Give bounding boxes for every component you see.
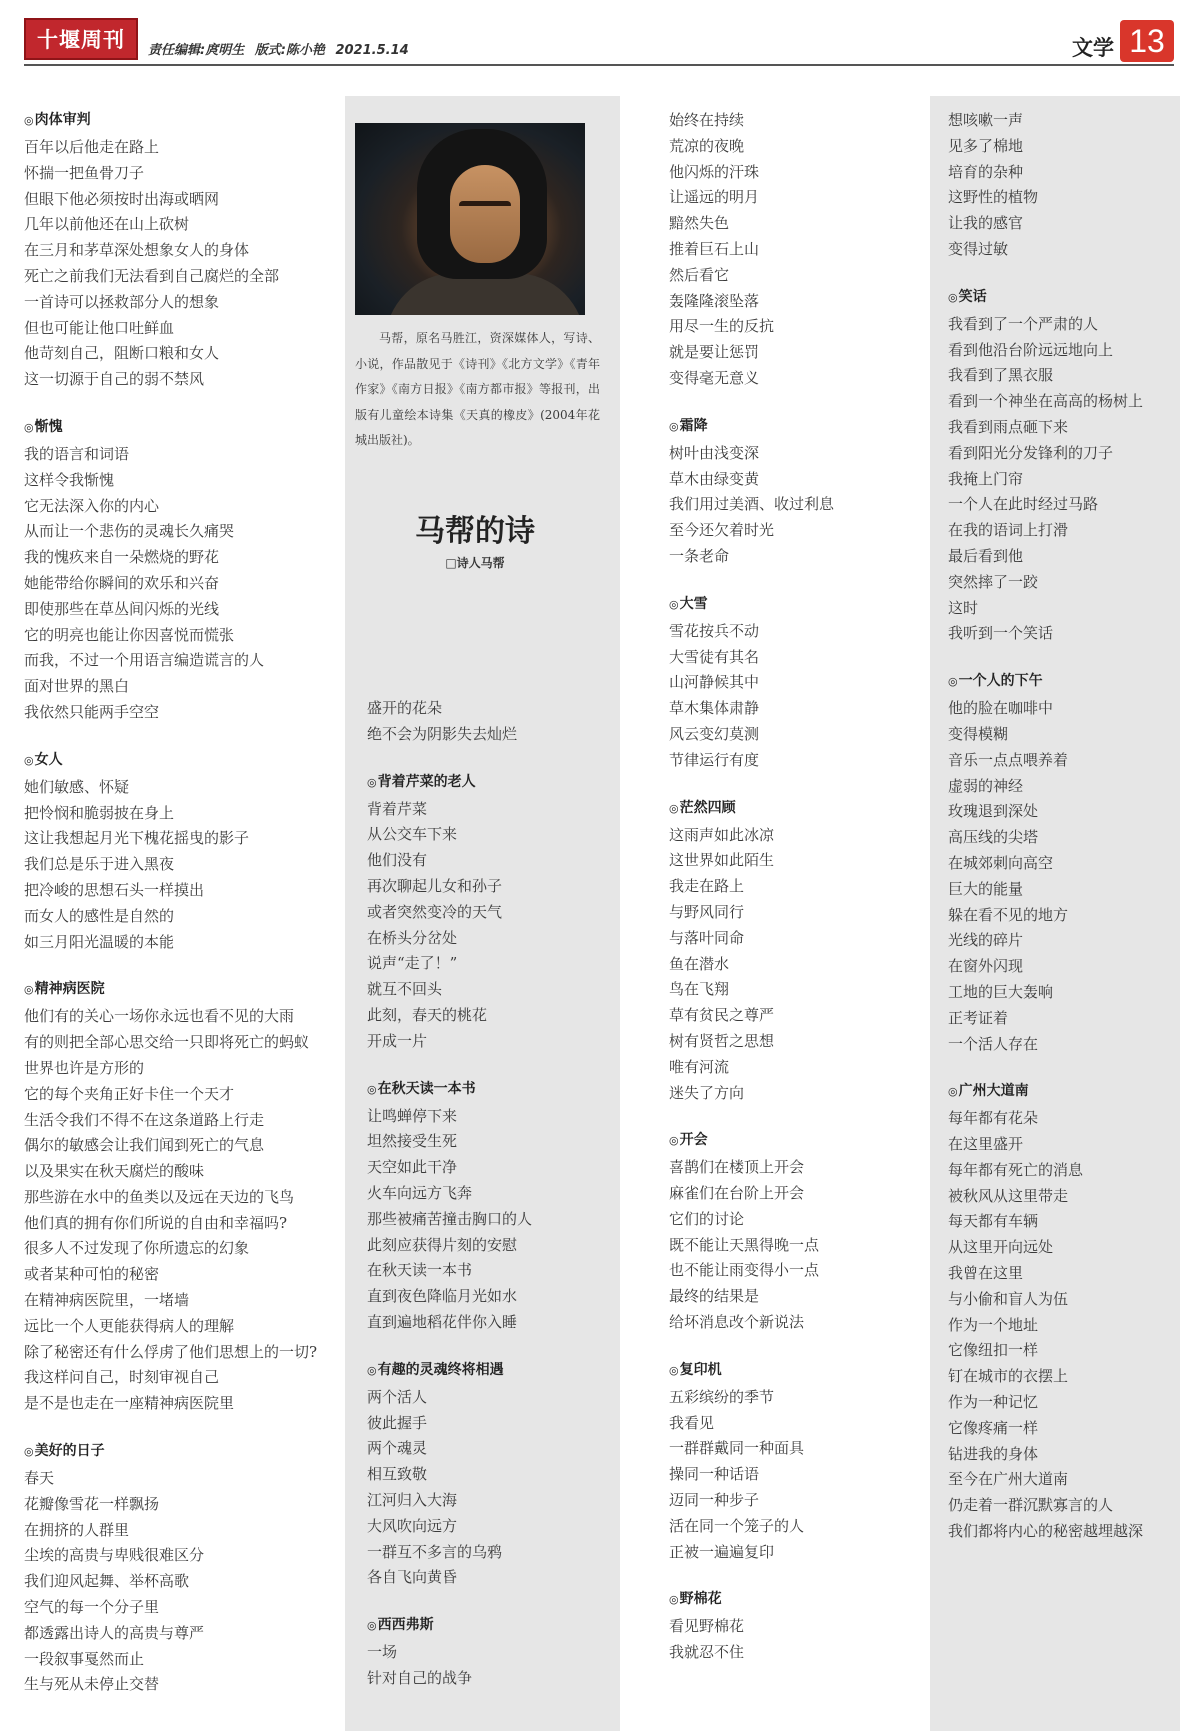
poem-line: 我们都将内心的秘密越埋越深 <box>948 1522 1144 1541</box>
poem-line: 躲在看不见的地方 <box>948 905 1069 924</box>
poem-line: 草木集体肃静 <box>669 699 760 718</box>
poem <box>24 417 334 726</box>
poem-line: 高压线的尖塔 <box>948 828 1039 847</box>
poem-line: 把怜悯和脆弱披在身上 <box>24 803 175 822</box>
poem-line: 在城郊刺向高空 <box>948 853 1054 872</box>
poem-line: 让鸣蝉停下来 <box>367 1106 458 1125</box>
poem-line: 他闪烁的汗珠 <box>669 162 760 181</box>
poem-line: 盛开的花朵 <box>367 699 443 717</box>
poem-title-text: 广州大道南 <box>958 1083 1029 1100</box>
poem-line: 也不能让雨变得小一点 <box>669 1261 820 1280</box>
column-2 <box>345 96 620 1731</box>
poem-line: 想咳嗽一声 <box>948 111 1024 129</box>
poem <box>24 750 334 956</box>
poem-title <box>948 1081 1143 1102</box>
poem-line: 火车向远方飞奔 <box>367 1183 473 1202</box>
poem-line: 变得模糊 <box>948 724 1009 743</box>
poem-line: 或者突然变冷的天气 <box>367 902 503 921</box>
poem-line: 除了秘密还有什么俘虏了他们思想上的一切? <box>24 1342 318 1361</box>
poem-line: 我走在路上 <box>669 877 745 896</box>
poem-line: 两个活人 <box>367 1387 428 1406</box>
poem-line: 如三月阳光温暖的本能 <box>24 932 175 951</box>
poem-line: 虚弱的神经 <box>948 776 1024 795</box>
poem-line: 针对自己的战争 <box>367 1668 473 1687</box>
poem-line: 仍走着一群沉默寡言的人 <box>948 1496 1114 1515</box>
poem-title <box>948 287 1143 308</box>
poem-line: 至今还欠着时光 <box>669 521 775 540</box>
poem-line: 与野风同行 <box>669 902 745 921</box>
poem-list <box>948 108 1143 1569</box>
poem <box>24 1441 334 1698</box>
poem-line: 活在同一个笼子的人 <box>669 1516 805 1535</box>
poem-title-text: 茫然四顾 <box>679 799 736 816</box>
poem-title-text: 有趣的灵魂终将相遇 <box>377 1361 504 1378</box>
poem-line: 风云变幻莫测 <box>669 724 760 743</box>
poem-line: 一个人在此时经过马路 <box>948 495 1099 514</box>
poem <box>24 110 334 393</box>
poem-line: 在秋天读一本书 <box>367 1261 473 1280</box>
poem-line: 这时 <box>948 598 979 617</box>
poem-line: 一个活人存在 <box>948 1034 1039 1053</box>
title-mark-icon: ◎ <box>367 1363 377 1377</box>
title-mark-icon: ◎ <box>948 675 958 689</box>
poem-list <box>367 696 532 1716</box>
poem-line: 几年以前他还在山上砍树 <box>24 215 190 234</box>
poem-title-text: 背着芹菜的老人 <box>377 773 476 790</box>
poem-line: 这野性的植物 <box>948 188 1039 207</box>
poem-line: 五彩缤纷的季节 <box>669 1387 775 1406</box>
poem-line: 一条老命 <box>669 546 730 565</box>
poem-line: 在精神病医院里，一堵墙 <box>24 1291 190 1310</box>
poem-title-text: 西西弗斯 <box>377 1617 434 1634</box>
poem-line: 世界也许是方形的 <box>24 1058 145 1077</box>
poem-title-text: 野棉花 <box>679 1591 722 1608</box>
poem-line: 它像疼痛一样 <box>948 1418 1039 1437</box>
poem-line: 天空如此干净 <box>367 1158 458 1177</box>
poem-line: 既不能让天黑得晚一点 <box>669 1235 820 1254</box>
poem-line: 它无法深入你的内心 <box>24 496 160 515</box>
poem-line: 而我，不过一个用语言编造谎言的人 <box>24 651 265 670</box>
poem-title <box>669 594 834 615</box>
poem-line: 每年都有死亡的消息 <box>948 1160 1084 1179</box>
poem-line: 每年都有花朵 <box>948 1109 1039 1128</box>
poem-line: 此刻，春天的桃花 <box>367 1005 488 1024</box>
poem-line: 很多人不过发现了你所遗忘的幻象 <box>24 1239 250 1258</box>
poem-line: 玫瑰退到深处 <box>948 802 1039 821</box>
title-mark-icon: ◎ <box>669 419 679 433</box>
poem-line: 就是要让惩罚 <box>669 343 760 362</box>
poem-line: 黯然失色 <box>669 214 730 233</box>
title-mark-icon: ◎ <box>669 1134 679 1148</box>
poem <box>367 772 532 1055</box>
poem-title-text: 一个人的下午 <box>958 673 1043 690</box>
poem <box>367 696 532 748</box>
poem-line: 巨大的能量 <box>948 879 1024 898</box>
poem-line: 各自飞向黄昏 <box>367 1568 458 1587</box>
poem-line: 背着芹菜 <box>367 799 428 818</box>
poem-line: 我曾在这里 <box>948 1264 1024 1283</box>
poem-line: 说声“走了！” <box>367 954 458 973</box>
poem-line: 喜鹊们在楼顶上开会 <box>669 1158 805 1177</box>
title-mark-icon: ◎ <box>669 597 679 611</box>
poem-line: 生活令我们不得不在这条道路上行走 <box>24 1110 265 1129</box>
poem-line: 远比一个人更能获得病人的理解 <box>24 1316 235 1335</box>
poem-line: 她能带给你瞬间的欢乐和兴奋 <box>24 573 220 592</box>
poem-line: 他们真的拥有你们所说的自由和幸福吗? <box>24 1213 288 1232</box>
poem-line: 光线的碎片 <box>948 931 1024 950</box>
poem-line: 死亡之前我们无法看到自己腐烂的全部 <box>24 266 280 285</box>
poem-line: 钻进我的身体 <box>948 1444 1039 1463</box>
poem-line: 坦然接受生死 <box>367 1132 458 1151</box>
poem-line: 尘埃的高贵与卑贱很难区分 <box>24 1546 205 1565</box>
poem-line: 鸟在飞翔 <box>669 980 730 999</box>
poem-title <box>24 110 334 131</box>
poem-line: 工地的巨大轰响 <box>948 982 1054 1001</box>
poem-line: 从这里开向远处 <box>948 1238 1054 1257</box>
poem-title-text: 肉体审判 <box>34 112 91 128</box>
poem-line: 与小偷和盲人为伍 <box>948 1289 1069 1308</box>
poem <box>24 979 334 1417</box>
poem-line: 大风吹向远方 <box>367 1516 458 1535</box>
poem-line: 即使那些在草丛间闪烁的光线 <box>24 599 220 618</box>
poem-line: 我看见 <box>669 1413 715 1432</box>
poem-title <box>669 798 834 819</box>
poem-line: 在这里盛开 <box>948 1135 1024 1154</box>
poem-title-text: 美好的日子 <box>34 1443 105 1460</box>
layout-credit: 版式:陈小艳 <box>254 43 325 58</box>
poem-line: 推着巨石上山 <box>669 239 760 258</box>
poem-line: 给坏消息改个新说法 <box>669 1313 805 1332</box>
poem <box>367 1615 532 1692</box>
poem-line: 这一切源于自己的弱不禁风 <box>24 370 205 389</box>
poem-line: 看到一个神坐在高高的杨树上 <box>948 392 1144 411</box>
title-mark-icon: ◎ <box>669 1593 679 1607</box>
poem-title <box>669 1130 834 1151</box>
poem-line: 操同一种话语 <box>669 1465 760 1484</box>
poem <box>367 1360 532 1591</box>
poem-line: 一场 <box>367 1643 398 1662</box>
poem-line: 作为一个地址 <box>948 1315 1039 1334</box>
poem-line: 我就忍不住 <box>669 1643 745 1662</box>
poem-title-text: 惭愧 <box>34 418 63 435</box>
poem-line: 他的脸在咖啡中 <box>948 699 1054 718</box>
poem-line: 我看到雨点砸下来 <box>948 417 1069 436</box>
poem-line: 一群群戴同一种面具 <box>669 1439 805 1458</box>
poem-line: 唯有河流 <box>669 1057 730 1076</box>
poem <box>367 1079 532 1336</box>
poem <box>669 798 834 1107</box>
poem-title-text: 开会 <box>679 1132 708 1149</box>
editor-credit: 责任编辑:庹明生 <box>148 43 245 58</box>
poem-line: 她们敏感、怀疑 <box>24 777 130 796</box>
poem-line: 正考证着 <box>948 1008 1009 1027</box>
section-label: 文学 <box>1072 36 1114 60</box>
poem-title <box>669 1360 834 1381</box>
poem-line: 在三月和茅草深处想象女人的身体 <box>24 241 250 260</box>
header-rule <box>24 64 1174 66</box>
poem-line: 绝不会为阴影失去灿烂 <box>367 724 518 743</box>
poem-line: 看到他沿台阶远远地向上 <box>948 340 1114 359</box>
poem-line: 那些游在水中的鱼类以及远在天边的飞鸟 <box>24 1187 295 1206</box>
poem-line: 一首诗可以拯救部分人的想象 <box>24 292 220 311</box>
poem-line: 从公交车下来 <box>367 825 458 844</box>
poem-line: 江河归入大海 <box>367 1490 458 1509</box>
poem-line: 直到夜色降临月光如水 <box>367 1287 518 1306</box>
page-number-badge: 13 <box>1120 20 1174 62</box>
poem-line: 这让我想起月光下槐花摇曳的影子 <box>24 829 250 848</box>
poem-line: 一段叙事戛然而止 <box>24 1649 145 1668</box>
poem-line: 麻雀们在台阶上开会 <box>669 1184 805 1203</box>
poem-line: 或者某种可怕的秘密 <box>24 1265 160 1284</box>
poem <box>948 108 1143 263</box>
poem-line: 那些被痛苦撞击胸口的人 <box>367 1209 533 1228</box>
poem-line: 两个魂灵 <box>367 1439 428 1458</box>
poem-line: 树叶由浅变深 <box>669 443 760 462</box>
poem-line: 它的明亮也能让你因喜悦而慌张 <box>24 625 235 644</box>
poem-line: 草有贫民之尊严 <box>669 1006 775 1025</box>
poem-list <box>24 110 334 1698</box>
title-mark-icon: ◎ <box>24 753 34 767</box>
title-mark-icon: ◎ <box>948 1085 958 1099</box>
poem <box>669 416 834 570</box>
poem-line: 是不是也走在一座精神病医院里 <box>24 1394 235 1413</box>
masthead-logo: 十堰周刊 <box>24 18 138 60</box>
poem-line: 荒凉的夜晚 <box>669 136 745 155</box>
poem-line: 但也可能让他口吐鲜血 <box>24 318 175 337</box>
title-mark-icon: ◎ <box>948 290 958 304</box>
poem-line: 让遥远的明月 <box>669 188 760 207</box>
header-meta <box>148 39 415 58</box>
poem-title <box>24 979 334 1000</box>
poem-title <box>948 671 1143 692</box>
poem-title <box>367 1360 532 1381</box>
poem-line: 突然摔了一跤 <box>948 572 1039 591</box>
poem-line: 我们迎风起舞、举杯高歌 <box>24 1572 190 1591</box>
poem-line: 我的语言和词语 <box>24 444 130 463</box>
poem-line: 我看到了黑衣服 <box>948 366 1054 385</box>
poem-line: 作为一种记忆 <box>948 1393 1039 1412</box>
poem-line: 这世界如此陌生 <box>669 851 775 870</box>
poem-line: 空气的每一个分子里 <box>24 1598 160 1617</box>
poem-line: 钉在城市的衣摆上 <box>948 1367 1069 1386</box>
poem-line: 就互不回头 <box>367 980 443 999</box>
feature-title: 马帮的诗 <box>415 514 535 549</box>
poem-title <box>24 750 334 771</box>
poem-line: 有的则把全部心思交给一只即将死亡的蚂蚁 <box>24 1033 310 1052</box>
poem-title <box>367 1615 532 1636</box>
poem-line: 相互致敬 <box>367 1465 428 1484</box>
poem-line: 迷失了方向 <box>669 1083 745 1102</box>
poem-line: 草木由绿变黄 <box>669 469 760 488</box>
poem-line: 但眼下他必须按时出海或晒网 <box>24 189 220 208</box>
poem-line: 让我的感官 <box>948 214 1024 233</box>
poem-line: 而女人的感性是自然的 <box>24 906 175 925</box>
poem <box>669 1589 834 1666</box>
poem-line: 我掩上门帘 <box>948 469 1024 488</box>
poem-line: 每天都有车辆 <box>948 1212 1039 1231</box>
title-mark-icon: ◎ <box>669 1363 679 1377</box>
poem-line: 面对世界的黑白 <box>24 677 130 696</box>
poem-line: 花瓣像雪花一样飘扬 <box>24 1494 160 1513</box>
title-mark-icon: ◎ <box>24 983 34 997</box>
poem <box>948 671 1143 1057</box>
poem-list <box>669 108 834 1690</box>
poem-title-text: 精神病医院 <box>34 981 105 998</box>
poem <box>669 1360 834 1566</box>
poem-line: 直到遍地稻花伴你入睡 <box>367 1312 518 1331</box>
poem-line: 它的每个夹角正好卡住一个天才 <box>24 1084 235 1103</box>
poem-line: 生与死从未停止交替 <box>24 1675 160 1694</box>
poem <box>948 1081 1143 1545</box>
poem-line: 变得过敏 <box>948 239 1009 258</box>
poem-line: 我的愧疚来自一朵燃烧的野花 <box>24 548 220 567</box>
poem-line: 在拥挤的人群里 <box>24 1520 130 1539</box>
poem-line: 再次聊起儿女和孙子 <box>367 876 503 895</box>
poem-title-text: 女人 <box>34 751 63 768</box>
poem-line: 大雪徒有其名 <box>669 647 760 666</box>
poem-line: 节律运行有度 <box>669 750 760 769</box>
poem-line: 他苛刻自己，阻断口粮和女人 <box>24 344 220 363</box>
poem-line: 轰隆隆滚坠落 <box>669 291 760 310</box>
poem-line: 被秋风从这里带走 <box>948 1186 1069 1205</box>
column-4 <box>930 96 1180 1731</box>
title-mark-icon: ◎ <box>24 1445 34 1459</box>
poem-line: 都透露出诗人的高贵与尊严 <box>24 1623 205 1642</box>
column-3 <box>655 96 930 1731</box>
poem-line: 偶尔的敏感会让我们闻到死亡的气息 <box>24 1136 265 1155</box>
poem-line: 见多了棉地 <box>948 136 1024 155</box>
poem-line: 始终在持续 <box>669 111 745 129</box>
poem-line: 以及果实在秋天腐烂的酸味 <box>24 1162 205 1181</box>
title-mark-icon: ◎ <box>367 775 377 789</box>
poem-line: 它们的讨论 <box>669 1209 745 1228</box>
poem-line: 培育的杂种 <box>948 162 1024 181</box>
poem-line: 我依然只能两手空空 <box>24 702 160 721</box>
poem-title-text: 大雪 <box>679 595 708 612</box>
poem-title-text: 在秋天读一本书 <box>377 1080 476 1097</box>
poem-line: 树有贤哲之思想 <box>669 1031 775 1050</box>
poem-line: 把冷峻的思想石头一样摸出 <box>24 880 205 899</box>
poem-line: 它像纽扣一样 <box>948 1341 1039 1360</box>
poem-line: 最后看到他 <box>948 546 1024 565</box>
poem-title-text: 霜降 <box>679 417 708 434</box>
title-mark-icon: ◎ <box>367 1619 377 1633</box>
poem-line: 在桥头分岔处 <box>367 928 458 947</box>
poem-line: 与落叶同命 <box>669 928 745 947</box>
poem-line: 百年以后他走在路上 <box>24 138 160 156</box>
poem <box>669 108 834 392</box>
poem-line: 这样令我惭愧 <box>24 470 115 489</box>
poem <box>669 1130 834 1336</box>
poem-line: 最终的结果是 <box>669 1287 760 1306</box>
poem-line: 此刻应获得片刻的安慰 <box>367 1235 518 1254</box>
author-portrait-icon <box>355 123 585 315</box>
poem-line: 然后看它 <box>669 265 730 284</box>
poem-line: 鱼在潜水 <box>669 954 730 973</box>
poem-line: 在我的语词上打滑 <box>948 521 1069 540</box>
poem-title <box>669 416 834 437</box>
poem-line: 他们没有 <box>367 851 428 870</box>
title-mark-icon: ◎ <box>669 801 679 815</box>
poem-line: 我们总是乐于进入黑夜 <box>24 855 175 874</box>
poem-line: 开成一片 <box>367 1031 428 1050</box>
poem-line: 山河静候其中 <box>669 673 760 692</box>
poem-title-text: 复印机 <box>679 1361 722 1378</box>
title-mark-icon: ◎ <box>367 1082 377 1096</box>
poem-line: 彼此握手 <box>367 1413 428 1432</box>
poem-line: 从而让一个悲伤的灵魂长久痛哭 <box>24 522 235 541</box>
title-mark-icon: ◎ <box>24 114 34 127</box>
poem-title-text: 笑话 <box>958 288 987 305</box>
poem-line: 用尽一生的反抗 <box>669 317 775 336</box>
poem-line: 怀揣一把鱼骨刀子 <box>24 163 145 182</box>
poem <box>669 594 834 774</box>
poem-line: 一群互不多言的乌鸦 <box>367 1542 503 1561</box>
poem-line: 看到阳光分发锋利的刀子 <box>948 443 1114 462</box>
poem-line: 春天 <box>24 1469 55 1488</box>
column-1 <box>24 110 334 1731</box>
poem-line: 看见野棉花 <box>669 1617 745 1636</box>
poem-title <box>367 1079 532 1100</box>
author-bio: 马帮，原名马胜江，资深媒体人，写诗、小说，作品散见于《诗刊》《北方文学》《青年作家》《南方日报》《南方都市报》等报刊，出版有儿童绘本诗集《天真的橡皮》(2004年花城出版社)。 <box>355 331 600 447</box>
poem-title <box>367 772 532 793</box>
issue-date: 2021.5.14 <box>335 43 409 58</box>
poem-line: 他们有的关心一场你永远也看不见的大雨 <box>24 1007 295 1026</box>
poem-line: 雪花按兵不动 <box>669 621 760 640</box>
poem-line: 变得毫无意义 <box>669 368 760 387</box>
poem-line: 我听到一个笑话 <box>948 624 1054 643</box>
poem-line: 迈同一种步子 <box>669 1491 760 1510</box>
title-mark-icon: ◎ <box>24 420 34 434</box>
poem <box>948 287 1143 647</box>
poem-line: 这雨声如此冰凉 <box>669 825 775 844</box>
poem-line: 我看到了一个严肃的人 <box>948 314 1099 333</box>
poem-line: 音乐一点点喂养着 <box>948 750 1069 769</box>
poem-line: 正被一遍遍复印 <box>669 1542 775 1561</box>
byline: □诗人马帮 <box>445 556 505 570</box>
poem-line: 我们用过美酒、收过利息 <box>669 495 835 514</box>
poem-line: 至今在广州大道南 <box>948 1470 1069 1489</box>
poem-line: 我这样问自己，时刻审视自己 <box>24 1368 220 1387</box>
poem-title <box>24 1441 334 1462</box>
poem-title <box>669 1589 834 1610</box>
poem-title <box>24 417 334 438</box>
poem-line: 在窗外闪现 <box>948 957 1024 976</box>
